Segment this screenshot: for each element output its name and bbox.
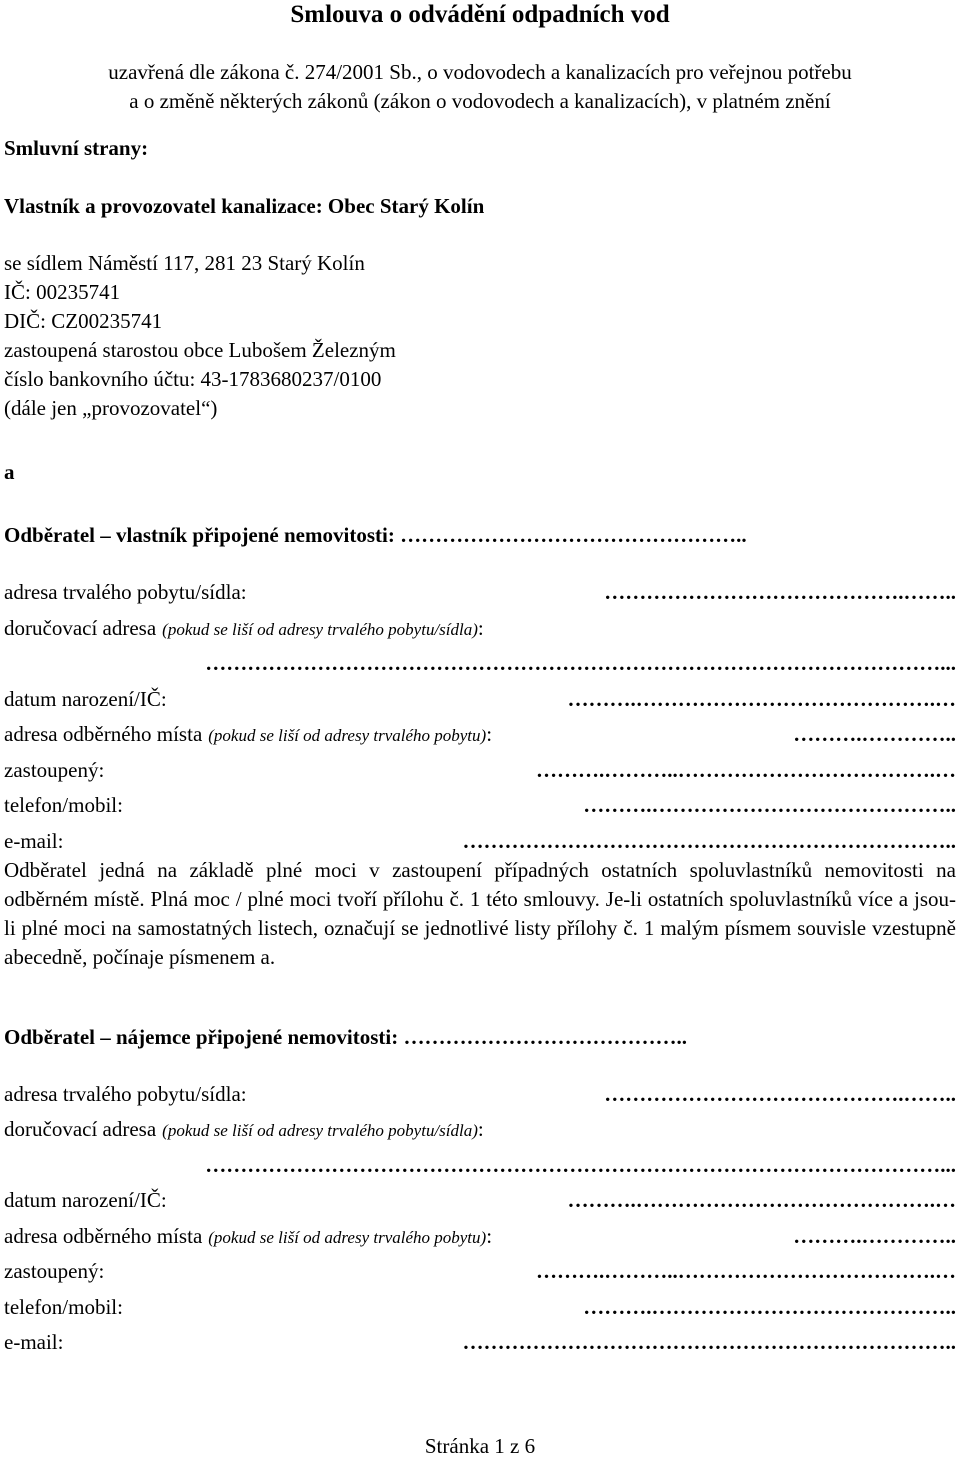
tenant-delivery-field xyxy=(4,1115,956,1151)
operator-details xyxy=(4,249,956,423)
tenant-place-field xyxy=(4,1222,956,1258)
owner-rep-label: zastoupený: xyxy=(4,757,105,782)
page-number: Stránka 1 z 6 xyxy=(424,1434,536,1458)
conjunction-and: a xyxy=(4,460,15,484)
operator-dic: DIČ: CZ00235741 xyxy=(4,309,163,333)
tenant-address-input[interactable]: …………………………………….…….. xyxy=(604,1081,956,1106)
owner-place-input[interactable]: ……….………….. xyxy=(793,722,956,746)
owner-delivery-field xyxy=(4,614,956,650)
subtitle-line-2: a o změně některých zákonů (zákon o vodovodech a kanalizacích), v platném znění xyxy=(129,89,831,113)
owner-fields xyxy=(4,578,956,856)
document-subtitle xyxy=(4,58,956,116)
owner-email-label: e-mail: xyxy=(4,828,64,853)
tenant-delivery-fill-row xyxy=(4,1151,956,1187)
owner-phone-input[interactable]: ……….…………………………………….. xyxy=(583,793,956,817)
owner-email-field xyxy=(4,827,956,856)
operator-seat: se sídlem Náměstí 117, 281 23 Starý Kolín xyxy=(4,251,365,275)
tenant-delivery-note: (pokud se liší od adresy trvalého pobytu/sídla) xyxy=(162,1121,478,1140)
owner-delivery-label: doručovací adresa xyxy=(4,615,157,640)
tenant-rep-field xyxy=(4,1257,956,1293)
tenant-birth-label: datum narození/IČ: xyxy=(4,1188,167,1212)
owner-heading-text: Odběratel – vlastník připojené nemovitosti: xyxy=(4,523,395,547)
owner-place-note: (pokud se liší od adresy trvalého pobytu) xyxy=(208,726,487,745)
owner-birth-label: datum narození/IČ: xyxy=(4,686,167,711)
owner-delivery-colon: : xyxy=(477,615,484,640)
tenant-phone-field xyxy=(4,1293,956,1329)
tenant-phone-input[interactable]: ……….…………………………………….. xyxy=(583,1294,956,1319)
owner-birth-input[interactable]: ……….…………………………………….… xyxy=(567,686,956,711)
owner-birth-field xyxy=(4,685,956,721)
operator-representative: zastoupená starostou obce Lubošem Železným xyxy=(4,338,396,362)
tenant-fields xyxy=(4,1080,956,1358)
operator-heading: Vlastník a provozovatel kanalizace: Obec Starý Kolín xyxy=(4,194,485,218)
tenant-heading-text: Odběratel – nájemce připojené nemovitosti: xyxy=(4,1024,399,1049)
tenant-email-field xyxy=(4,1328,956,1357)
tenant-delivery-input[interactable]: ……………………………………………………………………………………………... xyxy=(205,1152,956,1177)
owner-place-label: adresa odběrného místa xyxy=(4,722,203,746)
tenant-address-label: adresa trvalého pobytu/sídla: xyxy=(4,1081,247,1106)
tenant-rep-label: zastoupený: xyxy=(4,1259,105,1283)
owner-section-heading xyxy=(4,521,956,550)
tenant-birth-field xyxy=(4,1186,956,1222)
operator-alias: (dále jen „provozovatel“) xyxy=(4,396,218,420)
document-title: Smlouva o odvádění odpadních vod xyxy=(290,1,670,28)
tenant-heading-dots: ………………………………….. xyxy=(403,1024,688,1049)
tenant-phone-label: telefon/mobil: xyxy=(4,1294,123,1319)
tenant-place-note: (pokud se liší od adresy trvalého pobytu) xyxy=(208,1227,487,1247)
tenant-place-input[interactable]: ……….………….. xyxy=(793,1223,956,1248)
owner-delivery-note: (pokud se liší od adresy trvalého pobytu/sídla) xyxy=(162,619,478,639)
owner-phone-label: telefon/mobil: xyxy=(4,793,123,817)
document-page xyxy=(4,0,956,1357)
subtitle-line-1: uzavřená dle zákona č. 274/2001 Sb., o vodovodech a kanalizacích pro veřejnou potřebu xyxy=(108,60,852,84)
owner-email-input[interactable]: …………………………………………………………….. xyxy=(462,828,956,853)
tenant-delivery-label: doručovací adresa xyxy=(4,1117,157,1141)
operator-ico: IČ: 00235741 xyxy=(4,280,121,304)
tenant-email-label: e-mail: xyxy=(4,1330,64,1354)
owner-rep-input[interactable]: ……….………..……………………………….… xyxy=(536,757,956,782)
tenant-delivery-colon: : xyxy=(477,1117,484,1141)
owner-rep-field xyxy=(4,756,956,792)
operator-bank-account: číslo bankovního účtu: 43-1783680237/0100 xyxy=(4,367,382,391)
tenant-place-label: adresa odběrného místa xyxy=(4,1223,203,1248)
owner-phone-field xyxy=(4,791,956,827)
owner-heading-dots: ………………………………………….. xyxy=(400,523,747,547)
owner-address-input[interactable]: …………………………………….…….. xyxy=(604,580,956,604)
tenant-birth-input[interactable]: ……….…………………………………….… xyxy=(567,1188,956,1212)
parties-heading: Smluvní strany: xyxy=(4,136,149,160)
tenant-rep-input[interactable]: ……….………..……………………………….… xyxy=(536,1259,956,1283)
tenant-email-input[interactable]: …………………………………………………………….. xyxy=(462,1330,956,1354)
owner-address-label: adresa trvalého pobytu/sídla: xyxy=(4,580,247,604)
owner-delivery-input[interactable]: ……………………………………………………………………………………………... xyxy=(205,651,956,675)
tenant-address-field xyxy=(4,1080,956,1116)
owner-address-field xyxy=(4,578,956,614)
owner-delivery-fill-row xyxy=(4,649,956,685)
power-of-attorney-paragraph: Odběratel jedná na základě plné moci v zastoupení případných ostatních spoluvlastníků nemovitosti na odběrném místě. Plná moc / plné moci tvoří přílohu č. 1 této smlouvy. Je-li ostatních spoluvlastníků více a jsou-li plné moci na samostatných listech, označují se jednotlivé listy přílohy č. 1 malým písmem souvisle vzestupně abecedně, počínaje písmenem a. xyxy=(4,857,956,969)
owner-place-field xyxy=(4,720,956,756)
tenant-place-colon: : xyxy=(486,1223,493,1248)
tenant-section-heading xyxy=(4,1023,956,1052)
owner-place-colon: : xyxy=(486,722,493,746)
